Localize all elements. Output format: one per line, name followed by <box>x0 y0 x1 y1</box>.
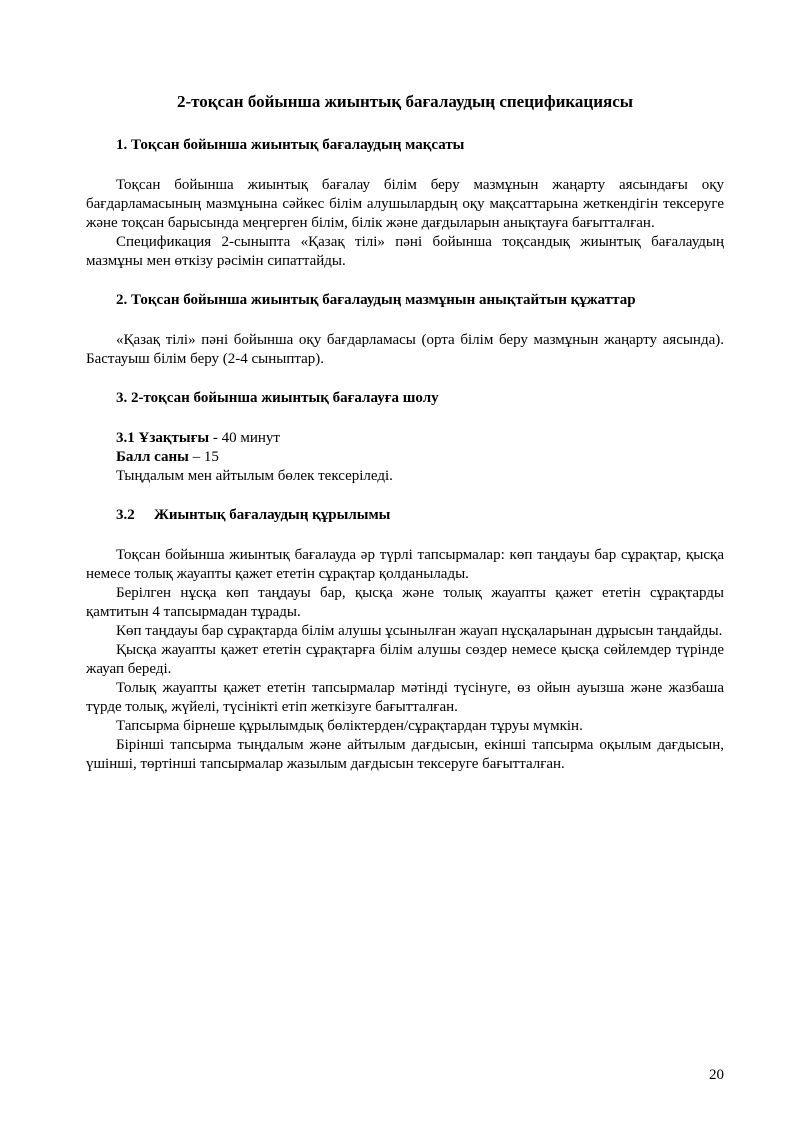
section-purpose <box>86 136 724 271</box>
document-title: 2-тоқсан бойынша жиынтық бағалаудың спецификациясы <box>176 92 634 111</box>
page-content <box>86 92 724 774</box>
paragraph: Бірінші тапсырма тыңдалым және айтылым дағдысын, екінші тапсырма оқылым дағдысын, үшінші, төртінші тапсырмалар жазылым дағдысын тексеруге бағытталған. <box>86 737 724 772</box>
section-number: 3.2 <box>116 507 135 523</box>
paragraph: Тапсырма бірнеше құрылымдық бөліктерден/сұрақтардан тұруы мүмкін. <box>116 718 583 734</box>
duration-line <box>86 429 724 448</box>
section-heading-text: Жиынтық бағалаудың құрылымы <box>154 507 391 523</box>
score-label: Балл саны <box>116 449 189 465</box>
duration-value: - 40 минут <box>209 430 280 446</box>
note-line: Тыңдалым мен айтылым бөлек тексеріледі. <box>116 468 393 484</box>
paragraph: Тоқсан бойынша жиынтық бағалау білім беру мазмұнын жаңарту аясындағы оқу бағдарламасының мазмұнына сәйкес білім алушылардың оқу мақсаттарына жеткендігін тексеруге және тоқсан барысында меңгерген білім, білік және дағдыларын анықтауға бағытталған. <box>86 177 724 231</box>
section-structure <box>86 506 724 774</box>
section-overview <box>86 389 724 486</box>
paragraph: Тоқсан бойынша жиынтық бағалауда әр түрлі тапсырмалар: көп таңдауы бар сұрақтар, қысқа немесе толық жауапты қажет ететін сұрақтар қолданылады. <box>86 547 724 582</box>
score-line <box>86 448 724 467</box>
section-heading: 1. Тоқсан бойынша жиынтық бағалаудың мақсаты <box>116 137 465 153</box>
section-heading <box>86 506 724 525</box>
page-number: 20 <box>709 1067 724 1083</box>
duration-label: 3.1 Ұзақтығы <box>116 430 210 446</box>
section-heading: 2. Тоқсан бойынша жиынтық бағалаудың мазмұнын анықтайтын құжаттар <box>116 292 636 308</box>
paragraph: Көп таңдауы бар сұрақтарда білім алушы ұсынылған жауап нұсқаларынан дұрысын таңдайды. <box>116 623 723 639</box>
paragraph: Толық жауапты қажет ететін тапсырмалар мәтінді түсінуге, өз ойын ауызша және жазбаша түрде толық, жүйелі, түсінікті етіп жеткізуге бағытталған. <box>86 680 724 715</box>
score-value: – 15 <box>188 449 219 465</box>
paragraph: Берілген нұсқа көп таңдауы бар, қысқа және толық жауапты қажет ететін сұрақтарды қамтитын 4 тапсырмадан тұрады. <box>86 585 724 620</box>
paragraph: Спецификация 2-сыныпта «Қазақ тілі» пәні бойынша тоқсандық жиынтық бағалаудың мазмұны мен өткізу рәсімін сипаттайды. <box>86 234 724 269</box>
paragraph: Қысқа жауапты қажет ететін сұрақтарға білім алушы сөздер немесе қысқа сөйлемдер түрінде жауап береді. <box>86 642 724 677</box>
section-documents <box>86 291 724 369</box>
section-heading: 3. 2-тоқсан бойынша жиынтық бағалауға шолу <box>116 390 439 406</box>
paragraph: «Қазақ тілі» пәні бойынша оқу бағдарламасы (орта білім беру мазмұнын жаңарту аясында). Бастауыш білім беру (2-4 сыныптар). <box>86 332 724 367</box>
